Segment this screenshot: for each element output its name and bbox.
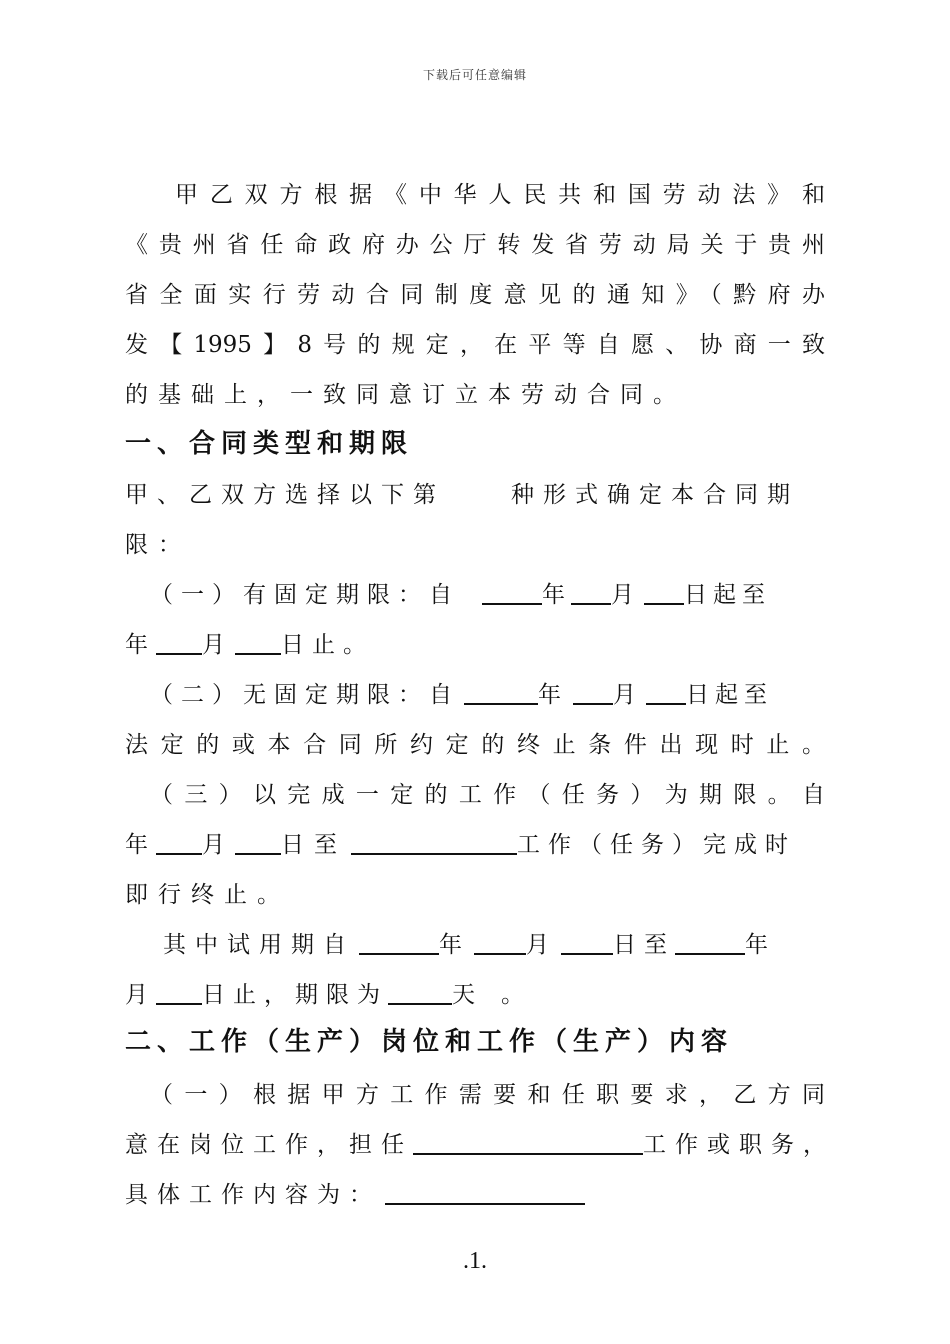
fixed-term-line	[150, 580, 825, 612]
probation-line-2	[125, 980, 825, 1012]
intro-line-4: 发【1995】8号的规定，在平等自愿、协商一致	[125, 332, 825, 358]
month-label: 月	[611, 582, 634, 608]
job-duty-text: 工作或职务，	[643, 1132, 835, 1158]
probation-start-day-blank[interactable]	[561, 931, 613, 955]
open-start-year-blank[interactable]	[464, 681, 538, 705]
open-start-month-blank[interactable]	[573, 681, 613, 705]
day-from-label: 日起至	[686, 682, 773, 708]
intro-line-2: 《贵州省任命政府办公厅转发省劳动局关于贵州	[125, 232, 825, 258]
probation-line	[163, 930, 825, 962]
year-label: 年	[745, 932, 768, 958]
fixed-term-line-2	[125, 630, 825, 662]
intro-line-5: 的基础上，一致同意订立本劳动合同。	[125, 382, 686, 408]
probation-start-month-blank[interactable]	[474, 931, 526, 955]
open-term-line-2: 法定的或本合同所约定的终止条件出现时止。	[125, 732, 825, 758]
section1-title: 一、合同类型和期限	[125, 429, 414, 459]
task-term-line-3: 即行终止。	[125, 882, 290, 908]
choose-text-a: 甲、乙双方选择以下第	[125, 482, 445, 508]
day-from-label: 日起至	[684, 582, 771, 608]
year-label: 年	[439, 932, 462, 958]
choose-text-b: 种形式确定本合同期	[511, 482, 799, 508]
probation-end-day-blank[interactable]	[156, 981, 202, 1005]
probation-days-blank[interactable]	[388, 981, 452, 1005]
month-label: 月	[526, 932, 549, 958]
period-mark: 。	[501, 982, 524, 1008]
year-label: 年	[538, 682, 561, 708]
open-term-line	[150, 680, 825, 712]
choose-line-2: 限：	[125, 532, 191, 558]
probation-end-year-blank[interactable]	[675, 931, 745, 955]
choose-line	[125, 480, 825, 512]
job-position-blank[interactable]	[413, 1131, 643, 1155]
job-position-text: 意在岗位工作，担任	[125, 1132, 413, 1158]
day-to-label: 日至	[613, 932, 675, 958]
probation-text: 其中试用期自	[163, 932, 355, 958]
task-complete-label: 工作（任务）完成时	[517, 832, 796, 858]
fixed-term-text: （一）有固定期限：自	[150, 582, 460, 608]
month-label: 月	[202, 832, 225, 858]
task-term-line: （三）以完成一定的工作（任务）为期限。自	[150, 782, 825, 808]
task-day-blank[interactable]	[235, 831, 281, 855]
task-term-line-2	[125, 830, 825, 862]
fixed-end-month-blank[interactable]	[156, 631, 202, 655]
month-label: 月	[613, 682, 636, 708]
fixed-start-month-blank[interactable]	[571, 581, 611, 605]
job-line-1: （一）根据甲方工作需要和任职要求，乙方同	[150, 1082, 825, 1108]
fixed-start-day-blank[interactable]	[644, 581, 684, 605]
section2-title: 二、工作（生产）岗位和工作（生产）内容	[125, 1027, 734, 1057]
fixed-end-day-blank[interactable]	[235, 631, 281, 655]
job-line-2	[125, 1130, 845, 1162]
task-month-blank[interactable]	[156, 831, 202, 855]
open-term-text: （二）无固定期限：自	[150, 682, 460, 708]
intro-line-3: 省全面实行劳动合同制度意见的通知》（黔府办	[125, 282, 825, 308]
day-to-label: 日至	[281, 832, 347, 858]
job-content-blank[interactable]	[385, 1181, 585, 1205]
year-label: 年	[542, 582, 565, 608]
page-number: .1.	[463, 1248, 487, 1274]
header-note: 下载后可任意编辑	[422, 68, 527, 82]
month-label: 月	[125, 982, 148, 1008]
day-end-label: 日止。	[281, 632, 374, 658]
month-label: 月	[202, 632, 225, 658]
probation-start-year-blank[interactable]	[359, 931, 439, 955]
day-stop-label: 日止，期限为	[202, 982, 388, 1008]
year-label: 年	[125, 632, 148, 658]
task-description-blank[interactable]	[351, 831, 517, 855]
year-label: 年	[125, 832, 148, 858]
fixed-start-year-blank[interactable]	[482, 581, 542, 605]
job-content-text: 具体工作内容为：	[125, 1182, 381, 1208]
job-line-3	[125, 1180, 825, 1212]
open-start-day-blank[interactable]	[646, 681, 686, 705]
intro-line-1: 甲乙双方根据《中华人民共和国劳动法》和	[175, 182, 825, 208]
days-label: 天	[452, 982, 475, 1008]
